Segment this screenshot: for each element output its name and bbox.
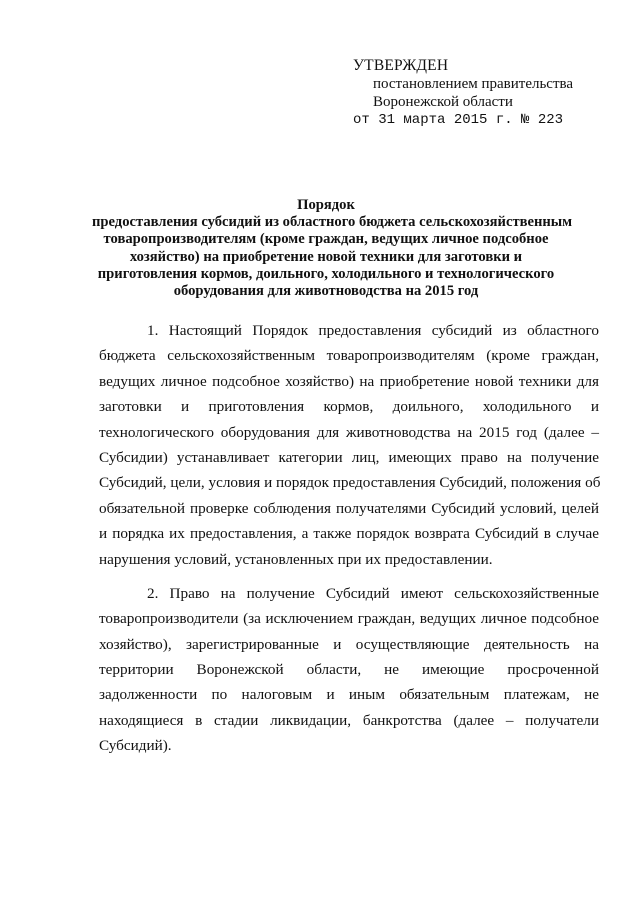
document-body <box>99 318 599 759</box>
approval-authority-line2: Воронежской области <box>373 94 513 110</box>
approval-date: от 31 марта 2015 г. № 223 <box>353 112 564 128</box>
paragraph-line: находящиеся в стадии ликвидации, банкротства (далее – получатели <box>99 711 599 729</box>
paragraph-line: 1. Настоящий Порядок предоставления субсидий из областного <box>147 322 599 339</box>
paragraph-line: задолженности по налоговым и иным обязательным платежам, не <box>99 686 599 704</box>
paragraph-line: заготовки и приготовления кормов, доильного, холодильного и <box>99 398 599 416</box>
paragraph-1 <box>99 318 599 572</box>
paragraph-line: хозяйство), зарегистрированные и осуществляющие деятельность на <box>99 635 599 653</box>
document-title <box>92 197 573 300</box>
paragraph-line: и порядка их предоставления, а также порядок возврата Субсидий в случае <box>99 525 599 543</box>
approval-authority-line1: постановлением правительства <box>373 76 574 92</box>
paragraph-line: ведущих личное подсобное хозяйство) на приобретение новой техники для <box>99 372 599 390</box>
approval-status: УТВЕРЖДЕН <box>353 57 449 74</box>
title-line: товаропроизводителям (кроме граждан, ведущих личное подсобное <box>103 231 549 248</box>
title-line: оборудования для животноводства на 2015 год <box>173 283 479 300</box>
title-line: приготовления кормов, доильного, холодильного и технологического <box>97 265 555 282</box>
paragraph-line: товаропроизводители (за исключением граждан, ведущих личное подсобное <box>99 610 599 628</box>
paragraph-line: территории Воронежской области, не имеющие просроченной <box>99 661 599 679</box>
paragraph-line: 2. Право на получение Субсидий имеют сельскохозяйственные <box>147 584 599 602</box>
title-line: предоставления субсидий из областного бюджета сельскохозяйственным <box>92 214 573 231</box>
paragraph-line: Субсидии) устанавливает категории лиц, имеющих право на получение <box>99 448 599 466</box>
paragraph-2 <box>99 581 599 759</box>
paragraph-line: обязательной проверке соблюдения получателями Субсидий условий, целей <box>99 499 599 517</box>
paragraph-line: бюджета сельскохозяйственным товаропроизводителям (кроме граждан, <box>99 347 599 365</box>
approval-stamp <box>353 57 623 129</box>
paragraph-spacer <box>99 572 599 581</box>
paragraph-line: технологического оборудования для животноводства на 2015 год (далее – <box>99 423 599 441</box>
title-heading: Порядок <box>297 197 355 213</box>
paragraph-line: Субсидий, цели, условия и порядок предоставления Субсидий, положения об <box>99 474 601 492</box>
paragraph-line: Субсидий). <box>99 737 172 755</box>
title-line: хозяйство) на приобретение новой техники для заготовки и <box>129 248 523 265</box>
paragraph-line: нарушения условий, установленных при их предоставлении. <box>99 550 493 568</box>
